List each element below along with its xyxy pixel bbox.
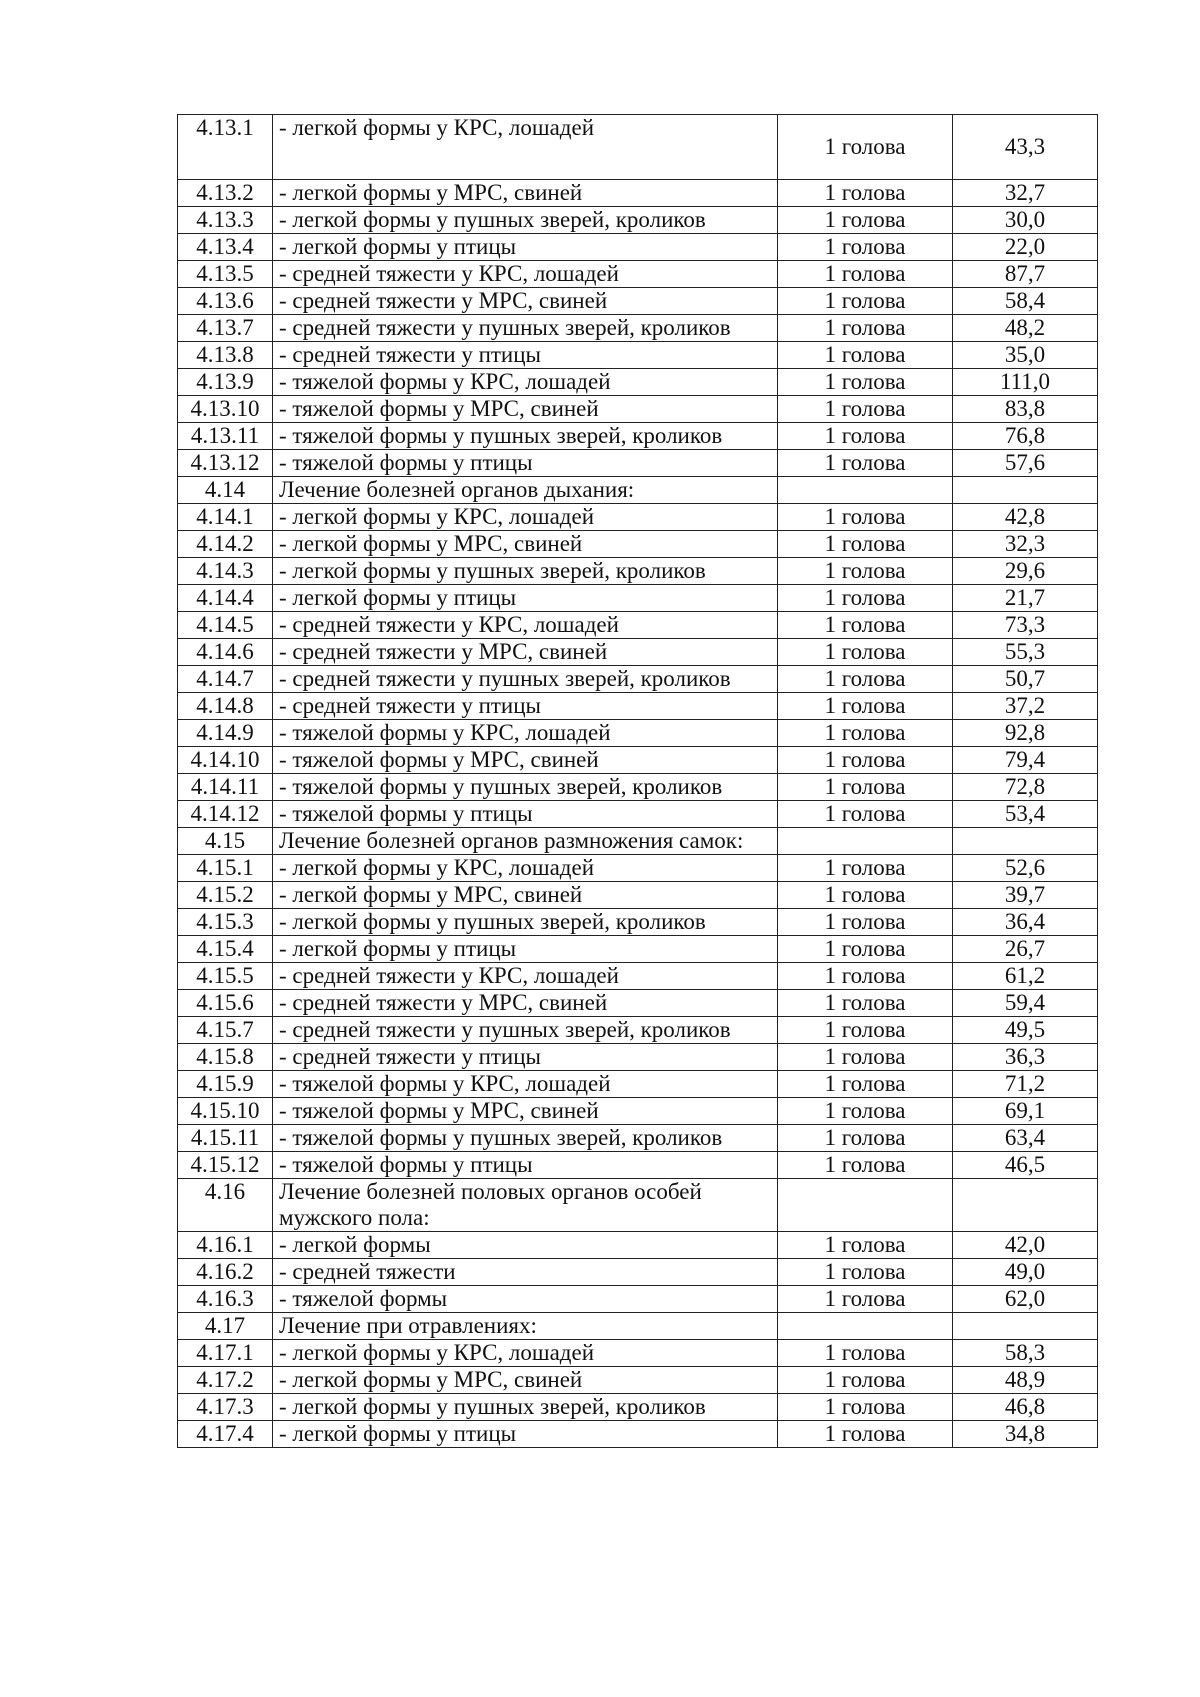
cell-unit: 1 голова	[778, 1286, 953, 1313]
cell-unit: 1 голова	[778, 1340, 953, 1367]
cell-code: 4.15.7	[178, 1017, 273, 1044]
cell-unit: 1 голова	[778, 882, 953, 909]
cell-unit	[778, 477, 953, 504]
table-row	[178, 423, 1098, 450]
cell-name: - средней тяжести у КРС, лошадей	[273, 612, 778, 639]
cell-price: 37,2	[953, 693, 1098, 720]
cell-name: - легкой формы у МРС, свиней	[273, 1367, 778, 1394]
cell-unit: 1 голова	[778, 342, 953, 369]
cell-name: - легкой формы у птицы	[273, 936, 778, 963]
cell-name: - легкой формы у МРС, свиней	[273, 180, 778, 207]
cell-price: 46,5	[953, 1152, 1098, 1179]
cell-price: 69,1	[953, 1098, 1098, 1125]
cell-name: - средней тяжести	[273, 1259, 778, 1286]
cell-price: 43,3	[953, 115, 1098, 180]
cell-unit: 1 голова	[778, 1152, 953, 1179]
cell-unit: 1 голова	[778, 261, 953, 288]
table-row	[178, 855, 1098, 882]
cell-code: 4.13.9	[178, 369, 273, 396]
cell-code: 4.13.3	[178, 207, 273, 234]
cell-code: 4.15	[178, 828, 273, 855]
cell-code: 4.14.1	[178, 504, 273, 531]
table-row	[178, 450, 1098, 477]
cell-code: 4.16.1	[178, 1232, 273, 1259]
cell-name: - тяжелой формы у пушных зверей, кроликов	[273, 423, 778, 450]
cell-name: - легкой формы у МРС, свиней	[273, 531, 778, 558]
table-row	[178, 1259, 1098, 1286]
cell-price: 30,0	[953, 207, 1098, 234]
cell-name: - средней тяжести у пушных зверей, кроликов	[273, 1017, 778, 1044]
cell-price: 58,4	[953, 288, 1098, 315]
cell-unit: 1 голова	[778, 639, 953, 666]
cell-code: 4.13.4	[178, 234, 273, 261]
table-row	[178, 1421, 1098, 1448]
cell-name: - тяжелой формы у птицы	[273, 450, 778, 477]
table-row	[178, 315, 1098, 342]
cell-code: 4.17.1	[178, 1340, 273, 1367]
cell-unit: 1 голова	[778, 720, 953, 747]
cell-price: 59,4	[953, 990, 1098, 1017]
cell-unit: 1 голова	[778, 207, 953, 234]
table-row	[178, 115, 1098, 180]
cell-code: 4.14.9	[178, 720, 273, 747]
cell-name: - средней тяжести у пушных зверей, кроликов	[273, 666, 778, 693]
cell-name: - средней тяжести у МРС, свиней	[273, 990, 778, 1017]
cell-unit: 1 голова	[778, 450, 953, 477]
cell-price: 39,7	[953, 882, 1098, 909]
cell-name: - средней тяжести у МРС, свиней	[273, 288, 778, 315]
table-row	[178, 288, 1098, 315]
cell-name: - легкой формы у КРС, лошадей	[273, 855, 778, 882]
cell-price: 61,2	[953, 963, 1098, 990]
cell-unit: 1 голова	[778, 369, 953, 396]
cell-unit: 1 голова	[778, 1098, 953, 1125]
table-row	[178, 234, 1098, 261]
cell-code: 4.17	[178, 1313, 273, 1340]
table-row	[178, 1098, 1098, 1125]
cell-code: 4.15.4	[178, 936, 273, 963]
cell-name: - тяжелой формы у пушных зверей, кроликов	[273, 1125, 778, 1152]
table-row	[178, 1044, 1098, 1071]
cell-unit: 1 голова	[778, 963, 953, 990]
table-row	[178, 801, 1098, 828]
cell-price: 72,8	[953, 774, 1098, 801]
cell-code: 4.15.6	[178, 990, 273, 1017]
cell-price: 49,0	[953, 1259, 1098, 1286]
cell-unit: 1 голова	[778, 747, 953, 774]
cell-unit: 1 голова	[778, 1421, 953, 1448]
cell-code: 4.15.10	[178, 1098, 273, 1125]
table-row	[178, 1232, 1098, 1259]
table-row	[178, 1017, 1098, 1044]
cell-price: 58,3	[953, 1340, 1098, 1367]
table-row	[178, 342, 1098, 369]
table-row	[178, 261, 1098, 288]
cell-code: 4.14.3	[178, 558, 273, 585]
cell-unit: 1 голова	[778, 315, 953, 342]
cell-name: - легкой формы у птицы	[273, 1421, 778, 1448]
table-row	[178, 666, 1098, 693]
table-row	[178, 1179, 1098, 1232]
cell-price: 79,4	[953, 747, 1098, 774]
cell-code: 4.13.2	[178, 180, 273, 207]
table-row	[178, 396, 1098, 423]
cell-unit: 1 голова	[778, 666, 953, 693]
cell-code: 4.15.9	[178, 1071, 273, 1098]
table-row	[178, 747, 1098, 774]
table-row	[178, 369, 1098, 396]
cell-price	[953, 1179, 1098, 1232]
cell-price: 36,3	[953, 1044, 1098, 1071]
cell-code: 4.13.11	[178, 423, 273, 450]
cell-price: 42,0	[953, 1232, 1098, 1259]
cell-unit: 1 голова	[778, 585, 953, 612]
cell-name: - средней тяжести у птицы	[273, 342, 778, 369]
cell-price: 35,0	[953, 342, 1098, 369]
cell-unit	[778, 1179, 953, 1232]
cell-name: - средней тяжести у птицы	[273, 693, 778, 720]
cell-price: 73,3	[953, 612, 1098, 639]
cell-unit: 1 голова	[778, 423, 953, 450]
cell-code: 4.15.3	[178, 909, 273, 936]
cell-name: - тяжелой формы у птицы	[273, 801, 778, 828]
table-row	[178, 1367, 1098, 1394]
cell-name: - средней тяжести у МРС, свиней	[273, 639, 778, 666]
cell-price: 92,8	[953, 720, 1098, 747]
cell-price: 71,2	[953, 1071, 1098, 1098]
cell-code: 4.13.6	[178, 288, 273, 315]
cell-code: 4.17.2	[178, 1367, 273, 1394]
cell-name: - средней тяжести у пушных зверей, кроликов	[273, 315, 778, 342]
cell-name: - средней тяжести у КРС, лошадей	[273, 963, 778, 990]
cell-name: - тяжелой формы у пушных зверей, кроликов	[273, 774, 778, 801]
cell-price: 42,8	[953, 504, 1098, 531]
table-row	[178, 1071, 1098, 1098]
cell-unit: 1 голова	[778, 531, 953, 558]
cell-name: - тяжелой формы у птицы	[273, 1152, 778, 1179]
cell-price: 26,7	[953, 936, 1098, 963]
cell-unit: 1 голова	[778, 855, 953, 882]
table-row	[178, 585, 1098, 612]
cell-code: 4.16	[178, 1179, 273, 1232]
table-row	[178, 180, 1098, 207]
cell-code: 4.13.5	[178, 261, 273, 288]
cell-price: 52,6	[953, 855, 1098, 882]
cell-name: - средней тяжести у КРС, лошадей	[273, 261, 778, 288]
cell-unit: 1 голова	[778, 909, 953, 936]
cell-name: - средней тяжести у птицы	[273, 1044, 778, 1071]
cell-name: - тяжелой формы у КРС, лошадей	[273, 369, 778, 396]
cell-name: - тяжелой формы у МРС, свиней	[273, 1098, 778, 1125]
cell-unit: 1 голова	[778, 801, 953, 828]
cell-code: 4.15.12	[178, 1152, 273, 1179]
cell-unit: 1 голова	[778, 288, 953, 315]
cell-unit: 1 голова	[778, 936, 953, 963]
table-row	[178, 1313, 1098, 1340]
cell-name: - тяжелой формы у МРС, свиней	[273, 396, 778, 423]
cell-code: 4.15.5	[178, 963, 273, 990]
cell-name: - тяжелой формы у МРС, свиней	[273, 747, 778, 774]
cell-name: - легкой формы у пушных зверей, кроликов	[273, 558, 778, 585]
cell-price: 46,8	[953, 1394, 1098, 1421]
cell-price: 87,7	[953, 261, 1098, 288]
cell-code: 4.15.11	[178, 1125, 273, 1152]
cell-code: 4.14.6	[178, 639, 273, 666]
cell-code: 4.13.1	[178, 115, 273, 180]
cell-price: 21,7	[953, 585, 1098, 612]
cell-price: 49,5	[953, 1017, 1098, 1044]
cell-name: - легкой формы	[273, 1232, 778, 1259]
table-row	[178, 990, 1098, 1017]
cell-name: - легкой формы у КРС, лошадей	[273, 1340, 778, 1367]
cell-unit: 1 голова	[778, 396, 953, 423]
table-row	[178, 774, 1098, 801]
cell-price: 62,0	[953, 1286, 1098, 1313]
cell-name: - легкой формы у пушных зверей, кроликов	[273, 909, 778, 936]
cell-unit	[778, 1313, 953, 1340]
cell-code: 4.14.8	[178, 693, 273, 720]
cell-code: 4.14	[178, 477, 273, 504]
table-row	[178, 477, 1098, 504]
table-row	[178, 909, 1098, 936]
cell-code: 4.14.11	[178, 774, 273, 801]
cell-price: 22,0	[953, 234, 1098, 261]
table-row	[178, 1394, 1098, 1421]
cell-price	[953, 1313, 1098, 1340]
cell-code: 4.16.3	[178, 1286, 273, 1313]
cell-unit: 1 голова	[778, 1394, 953, 1421]
cell-name: - легкой формы у КРС, лошадей	[273, 115, 778, 180]
table-row	[178, 504, 1098, 531]
cell-unit: 1 голова	[778, 115, 953, 180]
cell-name: - тяжелой формы у КРС, лошадей	[273, 1071, 778, 1098]
cell-name: - легкой формы у пушных зверей, кроликов	[273, 1394, 778, 1421]
cell-price: 57,6	[953, 450, 1098, 477]
table-row	[178, 936, 1098, 963]
table-row	[178, 693, 1098, 720]
cell-price: 48,9	[953, 1367, 1098, 1394]
table-row	[178, 828, 1098, 855]
cell-unit: 1 голова	[778, 1259, 953, 1286]
cell-price: 55,3	[953, 639, 1098, 666]
cell-unit: 1 голова	[778, 774, 953, 801]
cell-unit: 1 голова	[778, 1071, 953, 1098]
table-row	[178, 963, 1098, 990]
cell-name: Лечение болезней половых органов особей мужского пола:	[273, 1179, 778, 1232]
cell-price: 29,6	[953, 558, 1098, 585]
cell-name: Лечение болезней органов дыхания:	[273, 477, 778, 504]
cell-name: - тяжелой формы у КРС, лошадей	[273, 720, 778, 747]
cell-unit: 1 голова	[778, 558, 953, 585]
table-row	[178, 1286, 1098, 1313]
cell-price: 36,4	[953, 909, 1098, 936]
cell-unit: 1 голова	[778, 612, 953, 639]
cell-unit: 1 голова	[778, 504, 953, 531]
cell-name: - легкой формы у МРС, свиней	[273, 882, 778, 909]
cell-price: 32,7	[953, 180, 1098, 207]
cell-name: - легкой формы у птицы	[273, 234, 778, 261]
cell-unit: 1 голова	[778, 180, 953, 207]
table-row	[178, 1125, 1098, 1152]
cell-code: 4.14.12	[178, 801, 273, 828]
cell-price: 50,7	[953, 666, 1098, 693]
cell-price: 32,3	[953, 531, 1098, 558]
cell-price: 34,8	[953, 1421, 1098, 1448]
cell-code: 4.15.8	[178, 1044, 273, 1071]
cell-unit: 1 голова	[778, 234, 953, 261]
cell-unit: 1 голова	[778, 693, 953, 720]
table-row	[178, 558, 1098, 585]
cell-price	[953, 828, 1098, 855]
cell-code: 4.17.4	[178, 1421, 273, 1448]
cell-name: - легкой формы у пушных зверей, кроликов	[273, 207, 778, 234]
cell-code: 4.14.2	[178, 531, 273, 558]
cell-price: 111,0	[953, 369, 1098, 396]
tariff-table	[177, 114, 1098, 1448]
cell-code: 4.16.2	[178, 1259, 273, 1286]
cell-price: 83,8	[953, 396, 1098, 423]
cell-code: 4.13.7	[178, 315, 273, 342]
table-row	[178, 207, 1098, 234]
cell-unit	[778, 828, 953, 855]
cell-price: 53,4	[953, 801, 1098, 828]
table-row	[178, 531, 1098, 558]
table-row	[178, 612, 1098, 639]
tariff-table-body	[178, 115, 1098, 1448]
cell-code: 4.13.12	[178, 450, 273, 477]
cell-price: 48,2	[953, 315, 1098, 342]
cell-code: 4.13.8	[178, 342, 273, 369]
cell-unit: 1 голова	[778, 1367, 953, 1394]
cell-name: Лечение болезней органов размножения самок:	[273, 828, 778, 855]
cell-unit: 1 голова	[778, 990, 953, 1017]
cell-code: 4.17.3	[178, 1394, 273, 1421]
cell-name: Лечение при отравлениях:	[273, 1313, 778, 1340]
cell-unit: 1 голова	[778, 1044, 953, 1071]
table-row	[178, 639, 1098, 666]
cell-code: 4.14.5	[178, 612, 273, 639]
cell-unit: 1 голова	[778, 1232, 953, 1259]
cell-price: 63,4	[953, 1125, 1098, 1152]
table-row	[178, 1340, 1098, 1367]
cell-code: 4.15.1	[178, 855, 273, 882]
cell-unit: 1 голова	[778, 1125, 953, 1152]
cell-code: 4.14.7	[178, 666, 273, 693]
cell-name: - легкой формы у КРС, лошадей	[273, 504, 778, 531]
table-row	[178, 720, 1098, 747]
table-row	[178, 1152, 1098, 1179]
cell-code: 4.14.4	[178, 585, 273, 612]
cell-code: 4.13.10	[178, 396, 273, 423]
cell-price	[953, 477, 1098, 504]
table-row	[178, 882, 1098, 909]
cell-unit: 1 голова	[778, 1017, 953, 1044]
cell-code: 4.15.2	[178, 882, 273, 909]
cell-name: - тяжелой формы	[273, 1286, 778, 1313]
cell-price: 76,8	[953, 423, 1098, 450]
cell-code: 4.14.10	[178, 747, 273, 774]
cell-name: - легкой формы у птицы	[273, 585, 778, 612]
